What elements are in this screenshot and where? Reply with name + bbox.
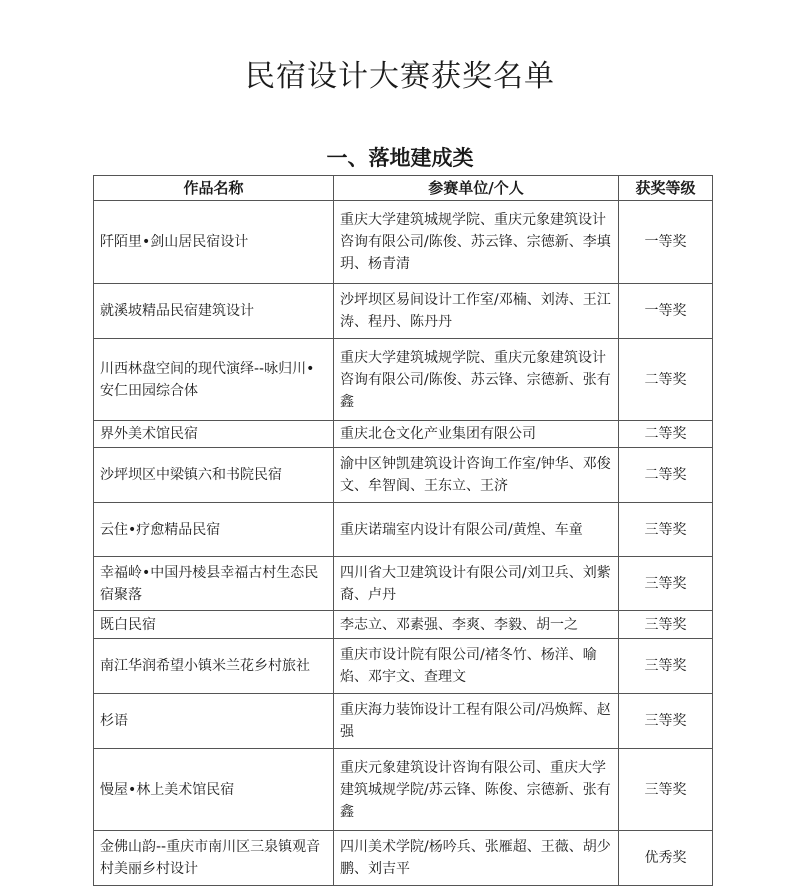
work-name-cell: 就溪坡精品民宿建筑设计 — [94, 284, 334, 339]
table-row — [94, 557, 713, 611]
table-row — [94, 448, 713, 503]
award-level-cell: 三等奖 — [619, 611, 713, 639]
table-row — [94, 201, 713, 284]
award-level-cell: 优秀奖 — [619, 831, 713, 886]
work-name-cell: 南江华润希望小镇米兰花乡村旅社 — [94, 639, 334, 694]
table-row — [94, 749, 713, 831]
table-row — [94, 339, 713, 421]
entrant-cell: 李志立、邓素强、李爽、李毅、胡一之 — [334, 611, 619, 639]
award-level-cell: 二等奖 — [619, 421, 713, 448]
award-level-cell: 三等奖 — [619, 639, 713, 694]
work-name-cell: 阡陌里•剑山居民宿设计 — [94, 201, 334, 284]
award-level-cell: 一等奖 — [619, 201, 713, 284]
entrant-cell: 重庆诺瑞室内设计有限公司/黄煌、车童 — [334, 503, 619, 557]
work-name-cell: 慢屋•林上美术馆民宿 — [94, 749, 334, 831]
header-award-level: 获奖等级 — [619, 176, 713, 201]
award-level-cell: 三等奖 — [619, 749, 713, 831]
table-row — [94, 421, 713, 448]
entrant-cell: 重庆大学建筑城规学院、重庆元象建筑设计咨询有限公司/陈俊、苏云锋、宗德新、张有鑫 — [334, 339, 619, 421]
header-work-name: 作品名称 — [94, 176, 334, 201]
entrant-cell: 重庆北仓文化产业集团有限公司 — [334, 421, 619, 448]
table-row — [94, 611, 713, 639]
work-name-cell: 杉语 — [94, 694, 334, 749]
work-name-cell: 幸福岭•中国丹棱县幸福古村生态民宿聚落 — [94, 557, 334, 611]
table-header-row — [94, 176, 713, 201]
document-title: 民宿设计大赛获奖名单 — [245, 59, 555, 94]
entrant-cell: 四川美术学院/杨吟兵、张雁超、王薇、胡少鹏、刘吉平 — [334, 831, 619, 886]
header-entrant: 参赛单位/个人 — [334, 176, 619, 201]
awards-table — [93, 175, 713, 886]
table-row — [94, 694, 713, 749]
work-name-cell: 川西林盘空间的现代演绎--咏归川•安仁田园综合体 — [94, 339, 334, 421]
award-level-cell: 三等奖 — [619, 694, 713, 749]
award-level-cell: 一等奖 — [619, 284, 713, 339]
work-name-cell: 界外美术馆民宿 — [94, 421, 334, 448]
entrant-cell: 重庆海力装饰设计工程有限公司/冯焕辉、赵强 — [334, 694, 619, 749]
work-name-cell: 沙坪坝区中梁镇六和书院民宿 — [94, 448, 334, 503]
work-name-cell: 云住•疗愈精品民宿 — [94, 503, 334, 557]
award-level-cell: 二等奖 — [619, 339, 713, 421]
award-level-cell: 三等奖 — [619, 557, 713, 611]
award-level-cell: 二等奖 — [619, 448, 713, 503]
entrant-cell: 重庆市设计院有限公司/褚冬竹、杨洋、喻焰、邓宇文、查理文 — [334, 639, 619, 694]
work-name-cell: 金佛山韵--重庆市南川区三泉镇观音村美丽乡村设计 — [94, 831, 334, 886]
table-row — [94, 503, 713, 557]
award-level-cell: 三等奖 — [619, 503, 713, 557]
table-row — [94, 639, 713, 694]
table-row — [94, 284, 713, 339]
entrant-cell: 渝中区钟凯建筑设计咨询工作室/钟华、邓俊文、牟智阆、王东立、王济 — [334, 448, 619, 503]
entrant-cell: 重庆元象建筑设计咨询有限公司、重庆大学建筑城规学院/苏云锋、陈俊、宗德新、张有鑫 — [334, 749, 619, 831]
entrant-cell: 沙坪坝区易间设计工作室/邓楠、刘涛、王江涛、程丹、陈丹丹 — [334, 284, 619, 339]
entrant-cell: 四川省大卫建筑设计有限公司/刘卫兵、刘紫裔、卢丹 — [334, 557, 619, 611]
table-row — [94, 831, 713, 886]
section-heading: 一、落地建成类 — [326, 146, 474, 170]
entrant-cell: 重庆大学建筑城规学院、重庆元象建筑设计咨询有限公司/陈俊、苏云锋、宗德新、李填玥、杨青清 — [334, 201, 619, 284]
work-name-cell: 既白民宿 — [94, 611, 334, 639]
